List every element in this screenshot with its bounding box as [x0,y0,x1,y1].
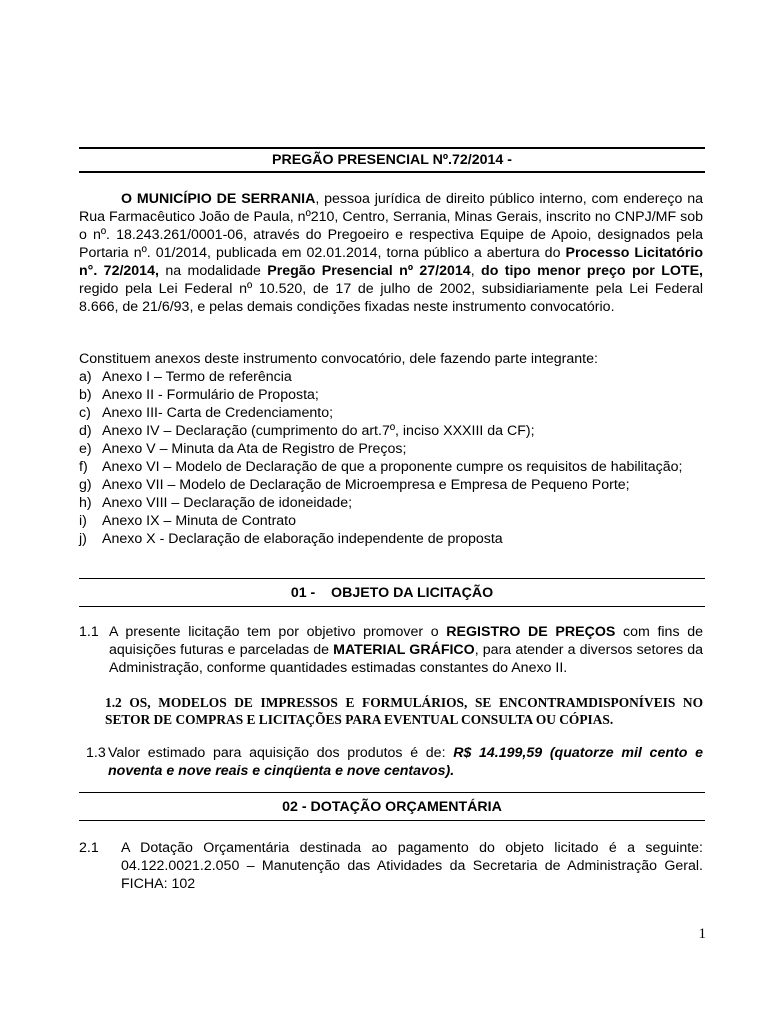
section1-top-rule [79,578,705,579]
list-item-text: Anexo III- Carta de Credenciamento; [102,405,334,421]
list-item-text: Anexo IX – Minuta de Contrato [102,513,297,529]
list-marker: e) [79,441,92,457]
intro-text-1: , pessoa jurídica de direito público interno, com endereço na Rua Farmacêutico João de Paula, nº210, Centro, Serrania, Minas Gerais, inscrito no CNPJ/MF sob o nº. 18.243.261/0001-06, através do Pregoeiro e respectiva Equipe de Apoio, designados pela Portaria nº. 01/2014, publicada em 02.01.2014, torna público a abertura do [79,191,703,261]
list-item [79,494,703,512]
list-item-text: Anexo VII – Modelo de Declaração de Microempresa e Empresa de Pequeno Porte; [102,477,630,493]
list-marker: h) [79,495,92,511]
item-2-1 [79,839,703,893]
intro-text-4: regido pela Lei Federal nº 10.520, de 17 de julho de 2002, subsidiariamente pela Lei Federal 8.666, de 21/6/93, e pelas demais condições fixadas neste instrumento convocatório. [79,281,703,315]
item-1-3-number: 1.3 [86,745,106,761]
bid-type: do tipo menor preço por LOTE, [481,263,703,279]
list-item-text: Anexo II - Formulário de Proposta; [102,387,319,403]
list-marker: i) [79,513,87,529]
list-item-text: Anexo V – Minuta da Ata de Registro de Preços; [102,441,407,457]
list-item [79,404,703,422]
title-bottom-rule [79,171,705,173]
list-item-text: Anexo VIII – Declaração de idoneidade; [102,495,353,511]
item-1-3-text [108,744,703,780]
annexes-list [79,368,703,548]
pregao-number: Pregão Presencial nº 27/2014 [267,263,471,279]
list-marker: a) [79,369,92,385]
intro-paragraph [79,190,703,316]
list-item-text: Anexo VI – Modelo de Declaração de que a proponente cumpre os requisitos de habilitação; [102,459,683,475]
list-item [79,512,703,530]
list-marker: g) [79,477,92,493]
item-2-1-text: A Dotação Orçamentária destinada ao pagamento do objeto licitado é a seguinte: 04.122.0021.2.050 – Manutenção das Atividades da Secretaria de Administração Geral. FICHA: 102 [121,840,703,892]
list-item [79,422,703,440]
document-title: PREGÃO PRESENCIAL Nº.72/2014 - [272,152,512,168]
list-item [79,368,703,386]
material-grafico: MATERIAL GRÁFICO [333,642,475,658]
item-1-1 [79,623,703,677]
item-1-2: 1.2 OS, MODELOS DE IMPRESSOS E FORMULÁRIOS, SE ENCONTRAMDISPONÍVEIS NO SETOR DE COMPRAS E LICITAÇÕES PARA EVENTUAL CONSULTA OU CÓPIAS. [105,695,703,727]
title-top-rule [79,147,705,149]
page-number: 1 [698,926,706,942]
intro-text-3: , [470,263,482,279]
process-number: Processo Licitatório n°. 72/2014, [79,245,703,279]
list-item [79,386,703,404]
list-marker: c) [79,405,91,421]
item-1-1-body [109,623,703,677]
registro-de-precos: REGISTRO DE PREÇOS [446,624,616,640]
estimated-value: R$ 14.199,59 (quatorze mil cento e noventa e nove reais e cinqüenta e nove centavos). [108,745,703,779]
list-marker: f) [79,459,88,475]
item-1-1-text [109,623,703,677]
list-item [79,476,703,494]
list-item-text: Anexo IV – Declaração (cumprimento do art.7º, inciso XXXIII da CF); [102,423,535,439]
item-1-1-part: , para atender a diversos setores da Administração, conforme quantidades estimadas constantes do Anexo II. [109,642,704,676]
intro-text-2: na modalidade [158,263,268,279]
list-item [79,440,703,458]
section2-heading: 02 - DOTAÇÃO ORÇAMENTÁRIA [282,799,502,815]
list-marker: d) [79,423,92,439]
list-marker: j) [79,531,87,547]
item-1-1-part: com fins de aquisições futuras e parceladas de [109,624,703,658]
municipality-name: O MUNICÍPIO DE SERRANIA [121,191,316,207]
item-1-3 [86,744,703,780]
list-item [79,458,703,476]
section2-bottom-rule [79,820,705,821]
item-2-1-number: 2.1 [79,840,99,856]
item-1-3-part: Valor estimado para aquisição dos produtos é de: [108,745,454,761]
list-item-text: Anexo I – Termo de referência [102,369,292,385]
list-marker: b) [79,387,92,403]
list-item-text: Anexo X - Declaração de elaboração independente de proposta [102,531,503,547]
list-item [79,530,703,548]
annexes-intro: Constituem anexos deste instrumento convocatório, dele fazendo parte integrante: [79,351,598,367]
section2-top-rule [79,792,705,793]
item-1-1-part: A presente licitação tem por objetivo promover o [109,624,447,640]
section1-bottom-rule [79,606,705,607]
section1-heading: 01 - OBJETO DA LICITAÇÃO [290,585,494,601]
item-1-1-number: 1.1 [79,624,99,640]
